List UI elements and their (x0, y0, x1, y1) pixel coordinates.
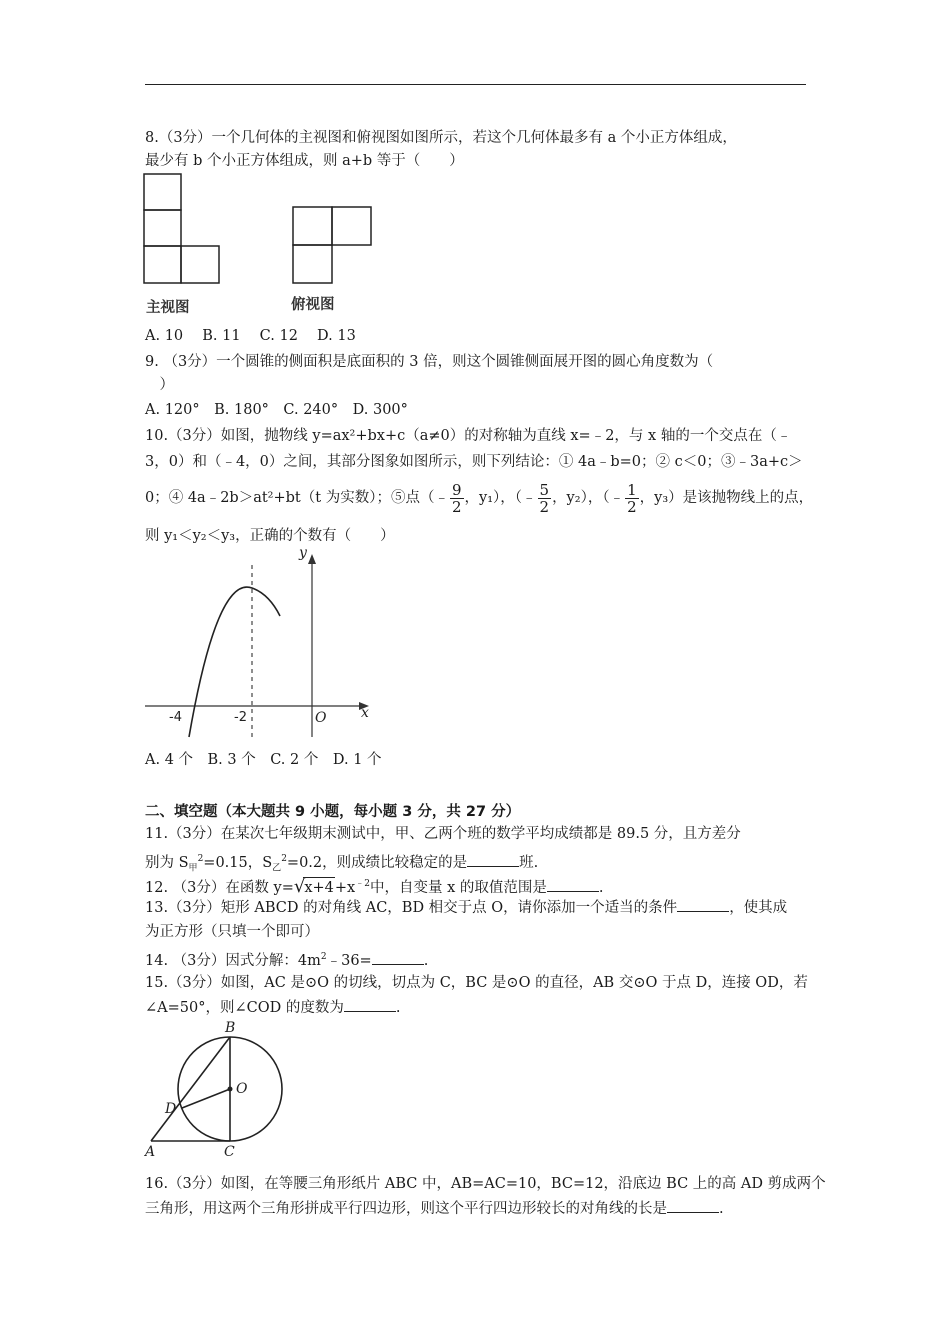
q16-answer-blank[interactable] (667, 1199, 719, 1213)
top-view-caption: 俯视图 (291, 297, 335, 313)
q11-text-c: =0.2，则成绩比较稳定的是 (286, 854, 468, 871)
q14-text-b: ﹣36= (326, 952, 372, 969)
q10-line4: 则 y₁＜y₂＜y₃，正确的个数有（ ） (145, 528, 395, 544)
frac2-den: 2 (539, 497, 550, 516)
q9-line1: 9. （3分）一个圆锥的侧面积是底面积的 3 倍，则这个圆锥侧面展开图的圆心角度数为（ (145, 354, 714, 370)
sub-jia: 甲 (188, 863, 198, 874)
q12-answer-blank[interactable] (547, 878, 599, 892)
y-axis-label: y (299, 545, 307, 561)
q16-line1: 16.（3分）如图，在等腰三角形纸片 ABC 中，AB=AC=10，BC=12，沿底边 BC 上的高 AD 剪成两个 (145, 1176, 826, 1192)
frac2-num: 5 (539, 480, 550, 499)
front-view-figure (143, 173, 223, 285)
q11-text-a: 别为 S (145, 854, 189, 871)
point-o-label: O (236, 1081, 248, 1097)
q10-line3-text-a: 0；④ 4a﹣2b＞at²+bt（t 为实数）；⑤点（﹣ (145, 490, 449, 506)
frac1-num: 9 (451, 480, 462, 499)
q11-answer-blank[interactable] (467, 853, 519, 867)
q12-text-c: 中，自变量 x 的取值范围是 (369, 879, 547, 896)
top-view-figure (292, 206, 374, 286)
q15-line2 (145, 998, 400, 1018)
fraction-1-2 (625, 482, 639, 515)
point-d-label: D (165, 1101, 177, 1117)
tick-neg2: -2 (234, 710, 247, 725)
x-axis-label: x (361, 705, 369, 721)
q15-text-b: . (395, 1000, 401, 1016)
q14-text-c: . (423, 952, 429, 969)
q11-line1: 11.（3分）在某次七年级期末测试中，甲、乙两个班的数学平均成绩都是 89.5 分，且方差分 (145, 826, 741, 842)
q16-line2 (145, 1199, 724, 1219)
q8-line1: 8.（3分）一个几何体的主视图和俯视图如图所示，若这个几何体最多有 a 个小正方体组成， (145, 130, 737, 146)
q13-line2: 为正方形（只填一个即可） (145, 924, 319, 940)
q16-text-a: 三角形，用这两个三角形拼成平行四边形，则这个平行四边形较长的对角线的长是 (145, 1201, 667, 1217)
q10-y3-text: ，y₃）是该抛物线上的点， (639, 490, 814, 506)
q15-line1: 15.（3分）如图，AC 是⊙O 的切线，切点为 C，BC 是⊙O 的直径，AB 交⊙O 于点 D，连接 OD，若 (145, 975, 808, 991)
q11-text-b: =0.15，S (203, 854, 273, 871)
sqrt-symbol: √ (293, 875, 306, 897)
q13-text-a: 13.（3分）矩形 ABCD 的对角线 AC，BD 相交于点 O，请你添加一个适当的条件 (145, 900, 678, 916)
q14-answer-blank[interactable] (372, 951, 424, 965)
q10-line1: 10.（3分）如图，抛物线 y=ax²+bx+c（a≠0）的对称轴为直线 x=﹣2，与 x 轴的一个交点在（﹣ (145, 428, 792, 444)
q10-y2-text: ，y₂），（﹣ (552, 490, 625, 506)
q10-line2: 3，0）和（﹣4，0）之间，其部分图象如图所示，则下列结论：① 4a﹣b=0；② c＜0；③﹣3a+c＞ (145, 454, 803, 470)
q9-options: A. 120° B. 180° C. 240° D. 300° (145, 402, 408, 418)
q10-line3 (145, 478, 813, 518)
q12-text-b: +x (334, 879, 356, 896)
q8-options: A. 10 B. 11 C. 12 D. 13 (145, 328, 356, 344)
fraction-5-2 (538, 482, 552, 515)
point-b-label: B (225, 1020, 236, 1036)
section-2-heading: 二、填空题（本大题共 9 小题，每小题 3 分，共 27 分） (145, 804, 521, 820)
q13-text-b: ，使其成 (729, 900, 788, 916)
point-a-label: A (145, 1144, 156, 1160)
header-rule (145, 84, 806, 85)
circle-tangent-figure (145, 1018, 295, 1158)
frac3-den: 2 (627, 497, 637, 516)
q14-text-a: 14. （3分）因式分解：4m (145, 952, 321, 969)
q9-line2: ） (145, 377, 174, 393)
q13-line1 (145, 898, 787, 918)
q12-line (145, 874, 603, 898)
q12-text-a: 12. （3分）在函数 y= (145, 879, 294, 896)
fraction-9-2 (450, 482, 464, 515)
sub-yi: 乙 (272, 863, 282, 874)
point-c-label: C (224, 1144, 235, 1160)
front-view-caption: 主视图 (146, 300, 190, 316)
q12-text-d: . (598, 879, 604, 896)
sqrt-radicand: x+4 (303, 877, 335, 898)
parabola-graph (145, 545, 375, 740)
q14-line (145, 947, 428, 971)
q15-answer-blank[interactable] (344, 998, 396, 1012)
origin-label: O (315, 710, 327, 726)
frac3-num: 1 (627, 480, 637, 499)
sup-2a: 2 (197, 854, 204, 864)
q14-exponent: 2 (320, 952, 327, 962)
q16-text-b: . (719, 1201, 724, 1217)
sup-2b: 2 (281, 854, 287, 864)
q8-line2: 最少有 b 个小正方体组成，则 a+b 等于（ ） (145, 153, 464, 169)
q15-text-a: ∠A=50°，则∠COD 的度数为 (145, 1000, 344, 1016)
frac1-den: 2 (451, 497, 462, 516)
tick-neg4: -4 (169, 710, 182, 725)
q11-text-d: 班. (519, 854, 539, 871)
q10-y1-text: ，y₁），（﹣ (464, 490, 537, 506)
q10-options: A. 4 个 B. 3 个 C. 2 个 D. 1 个 (145, 752, 382, 768)
q13-answer-blank[interactable] (677, 898, 729, 912)
q12-exponent: ﹣2 (355, 879, 370, 889)
